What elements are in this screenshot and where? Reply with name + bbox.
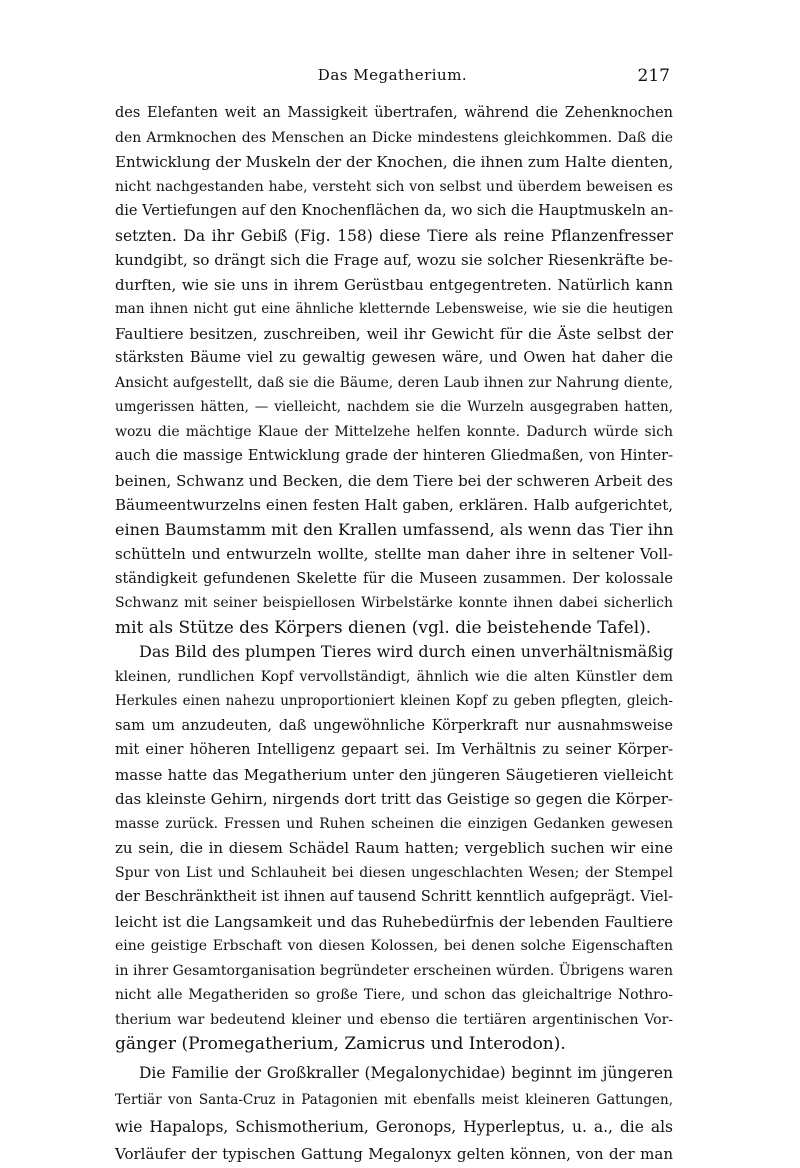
- text-line: ständigkeit gefundenen Skelette für die Museen zusammen. Der kolossale: [115, 570, 673, 587]
- text-line: therium war bedeutend kleiner und ebenso die tertiären argentinischen Vor-: [115, 1011, 673, 1028]
- text-line: Bäumeentwurzelns einen festen Halt gaben, erklären. Halb aufgerichtet,: [115, 496, 673, 514]
- paragraph-3: [115, 1060, 673, 1168]
- text-line: auch die massige Entwicklung grade der hinteren Gliedmaßen, von Hinter-: [115, 448, 673, 464]
- text-line: leicht ist die Langsamkeit und das Ruhebedürfnis der lebenden Faultiere: [115, 912, 673, 931]
- text-line: die Vertiefungen auf den Knochenflächen da, wo sich die Hauptmuskeln an-: [115, 203, 674, 219]
- text-line: der Beschränktheit ist ihnen auf tausend Schritt kenntlich aufgeprägt. Viel-: [115, 889, 673, 905]
- text-line: des Elefanten weit an Massigkeit übertrafen, während die Zehenknochen: [115, 105, 673, 121]
- paragraph-2: [115, 640, 673, 1057]
- text-line: stärksten Bäume viel zu gewaltig gewesen wäre, und Owen hat daher die: [115, 350, 673, 366]
- text-line: sam um anzudeuten, daß ungewöhnliche Körperkraft nur ausnahmsweise: [115, 717, 673, 734]
- text-line: zu sein, die in diesem Schädel Raum hatten; vergeblich suchen wir eine: [115, 839, 673, 857]
- body-text: [115, 101, 673, 1168]
- text-line: Schwanz mit seiner beispiellosen Wirbelstärke konnte ihnen dabei sicherlich: [115, 595, 673, 611]
- text-line: man ihnen nicht gut eine ähnliche kletternde Lebensweise, wie sie die heutigen: [115, 301, 673, 317]
- text-line: durften, wie sie uns in ihrem Gerüstbau entgegentreten. Natürlich kann: [115, 275, 673, 294]
- text-line: setzten. Da ihr Gebiß (Fig. 158) diese Tiere als reine Pflanzenfresser: [115, 226, 673, 245]
- text-line: mit als Stütze des Körpers dienen (vgl. die beistehende Tafel).: [115, 617, 652, 638]
- text-line: das kleinste Gehirn, nirgends dort tritt das Geistige so gegen die Körper-: [115, 790, 673, 808]
- text-line: schütteln und entwurzeln wollte, stellte man daher ihre in seltener Voll-: [115, 545, 673, 563]
- text-line: masse hatte das Megatherium unter den jüngeren Säugetieren vielleicht: [115, 765, 673, 784]
- text-line: mit einer höheren Intelligenz gepaart sei. Im Verhältnis zu seiner Körper-: [115, 742, 673, 758]
- text-line: masse zurück. Fressen und Ruhen scheinen die einzigen Gedanken gewesen: [115, 815, 673, 832]
- text-line: Herkules einen nahezu unproportioniert kleinen Kopf zu geben pflegten, gleich-: [115, 693, 673, 709]
- text-line: Faultiere besitzen, zuschreiben, weil ihr Gewicht für die Äste selbst der: [115, 324, 673, 343]
- text-line: Vorläufer der typischen Gattung Megalonyx gelten können, von der man: [115, 1144, 673, 1163]
- text-line: kundgibt, so drängt sich die Frage auf, wozu sie solcher Riesenkräfte be-: [115, 251, 673, 269]
- text-line: nicht alle Megatheriden so große Tiere, und schon das gleichaltrige Nothro-: [115, 987, 673, 1003]
- text-line: Tertiär von Santa-Cruz in Patagonien mit ebenfalls meist kleineren Gattungen,: [115, 1091, 673, 1108]
- text-line: einen Baumstamm mit den Krallen umfassend, als wenn das Tier ihn: [115, 519, 674, 539]
- running-head: Das Megatherium.: [317, 66, 468, 84]
- text-line: den Armknochen des Menschen an Dicke mindestens gleichkommen. Daß die: [115, 129, 673, 146]
- text-line: nicht nachgestanden habe, versteht sich von selbst und überdem beweisen es: [115, 178, 673, 195]
- page-header: [115, 66, 670, 90]
- text-line: kleinen, rundlichen Kopf vervollständigt, ähnlich wie die alten Künstler dem: [115, 668, 673, 685]
- text-line: beinen, Schwanz und Becken, die dem Tiere bei der schweren Arbeit des: [115, 471, 673, 490]
- text-line: Ansicht aufgestellt, daß sie die Bäume, deren Laub ihnen zur Nahrung diente,: [115, 374, 673, 391]
- text-line: umgerissen hätten, — vielleicht, nachdem sie die Wurzeln ausgegraben hatten,: [115, 399, 673, 415]
- text-line: Die Familie der Großkraller (Megalonychidae) beginnt im jüngeren: [139, 1063, 673, 1082]
- text-line: eine geistige Erbschaft von diesen Kolossen, bei denen solche Eigenschaften: [115, 938, 673, 954]
- text-line: in ihrer Gesamtorganisation begründeter erscheinen würden. Übrigens waren: [115, 962, 673, 979]
- page-number: 217: [637, 66, 670, 86]
- text-line: wozu die mächtige Klaue der Mittelzehe helfen konnte. Dadurch würde sich: [115, 423, 673, 440]
- text-line: Das Bild des plumpen Tieres wird durch einen unverhältnismäßig: [139, 642, 674, 661]
- text-line: gänger (Promegatherium, Zamicrus und Interodon).: [115, 1034, 566, 1054]
- text-line: Entwicklung der Muskeln der der Knochen, die ihnen zum Halte dienten,: [115, 153, 674, 171]
- text-line: Spur von List und Schlauheit bei diesen ungeschlachten Wesen; der Stempel: [115, 864, 673, 881]
- text-line: wie Hapalops, Schismotherium, Geronops, Hyperleptus, u. a., die als: [115, 1117, 673, 1136]
- paragraph-1: [115, 101, 673, 640]
